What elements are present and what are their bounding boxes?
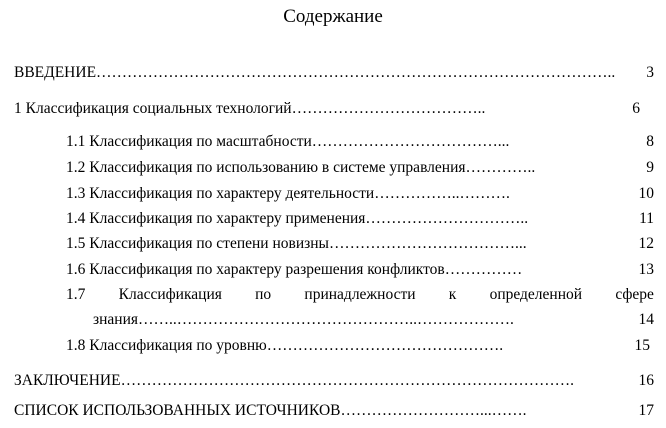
toc-leader-dots: ………………………...……. bbox=[340, 402, 527, 419]
toc-leader-dots: ……………………………………………………………………………. bbox=[120, 372, 574, 389]
toc-entry-introduction bbox=[14, 64, 654, 82]
toc-page-number: 13 bbox=[638, 261, 654, 278]
toc-entry-word: определенной bbox=[489, 286, 583, 303]
toc-entry-text: СПИСОК ИСПОЛЬЗОВАННЫХ ИСТОЧНИКОВ bbox=[14, 402, 341, 419]
toc-page-number: 12 bbox=[638, 235, 654, 252]
toc-entry-text: 1.2 Классификация по использованию в системе управления bbox=[66, 159, 466, 176]
toc-title: Содержание bbox=[283, 6, 383, 27]
toc-leader-dots: ………………………………... bbox=[328, 235, 527, 252]
toc-leader-dots: ……………………………….. bbox=[291, 100, 486, 117]
toc-leader-dots: ………………………………………. bbox=[266, 337, 504, 354]
toc-entry-word: сфере bbox=[615, 286, 654, 303]
toc-entry-text: 1.5 Классификация по степени новизны bbox=[66, 235, 329, 252]
toc-page-number: 9 bbox=[646, 159, 654, 176]
toc-entry-1-6 bbox=[66, 261, 654, 279]
toc-page-number: 11 bbox=[639, 210, 654, 227]
toc-leader-dots: ………………………….. bbox=[365, 210, 529, 227]
toc-page-number: 17 bbox=[638, 402, 654, 419]
toc-entry-text: 1.3 Классификация по характеру деятельности bbox=[66, 185, 375, 202]
toc-entry-text: знания bbox=[93, 311, 139, 328]
toc-entry-1-8 bbox=[66, 337, 650, 355]
toc-leader-dots: ………………………………... bbox=[311, 133, 510, 150]
toc-entry-text: 1.8 Классификация по уровню bbox=[66, 337, 267, 354]
toc-leader-dots: …………… bbox=[444, 261, 523, 278]
toc-leader-dots: ……………………………………………………………………………………….. bbox=[96, 64, 616, 81]
toc-page-number: 10 bbox=[638, 185, 654, 202]
toc-page-number: 14 bbox=[638, 311, 654, 328]
toc-entry-references bbox=[14, 402, 654, 420]
toc-entry-text: 1 Классификация социальных технологий bbox=[14, 100, 292, 117]
toc-leader-dots: ……..………………………………………..………………. bbox=[138, 311, 514, 328]
toc-entry-1-4 bbox=[66, 210, 654, 228]
toc-leader-dots: ……………..………. bbox=[374, 185, 510, 202]
toc-entry-text: 1.1 Классификация по масштабности bbox=[66, 133, 312, 150]
toc-page-number: 16 bbox=[638, 372, 654, 389]
toc-entry-text: 1.6 Классификация по характеру разрешения конфликтов bbox=[66, 261, 445, 278]
toc-entry-1-7-line-2 bbox=[93, 311, 654, 329]
toc-page-number: 6 bbox=[632, 100, 640, 117]
toc-entry-text: 1.4 Классификация по характеру применения bbox=[66, 210, 366, 227]
toc-entry-chapter-1 bbox=[14, 100, 640, 118]
toc-entry-number: 1.7 bbox=[66, 286, 86, 303]
toc-leader-dots: ………….. bbox=[465, 159, 536, 176]
toc-entry-text: ВВЕДЕНИЕ bbox=[14, 64, 97, 81]
toc-entry-1-5 bbox=[66, 235, 654, 253]
toc-entry-word: Классификация bbox=[118, 286, 222, 303]
toc-entry-word: принадлежности bbox=[304, 286, 416, 303]
toc-page-number: 15 bbox=[634, 337, 650, 354]
toc-entry-word: к bbox=[448, 286, 457, 303]
toc-page-number: 8 bbox=[646, 133, 654, 150]
toc-entry-1-7-line-1 bbox=[66, 286, 654, 304]
toc-entry-1-2 bbox=[66, 159, 654, 177]
toc-entry-1-3 bbox=[66, 185, 654, 203]
toc-entry-text: ЗАКЛЮЧЕНИЕ bbox=[14, 372, 121, 389]
toc-entry-1-1 bbox=[66, 133, 654, 151]
toc-entry-word: по bbox=[255, 286, 272, 303]
toc-page-number: 3 bbox=[646, 64, 654, 81]
toc-entry-conclusion bbox=[14, 372, 654, 390]
